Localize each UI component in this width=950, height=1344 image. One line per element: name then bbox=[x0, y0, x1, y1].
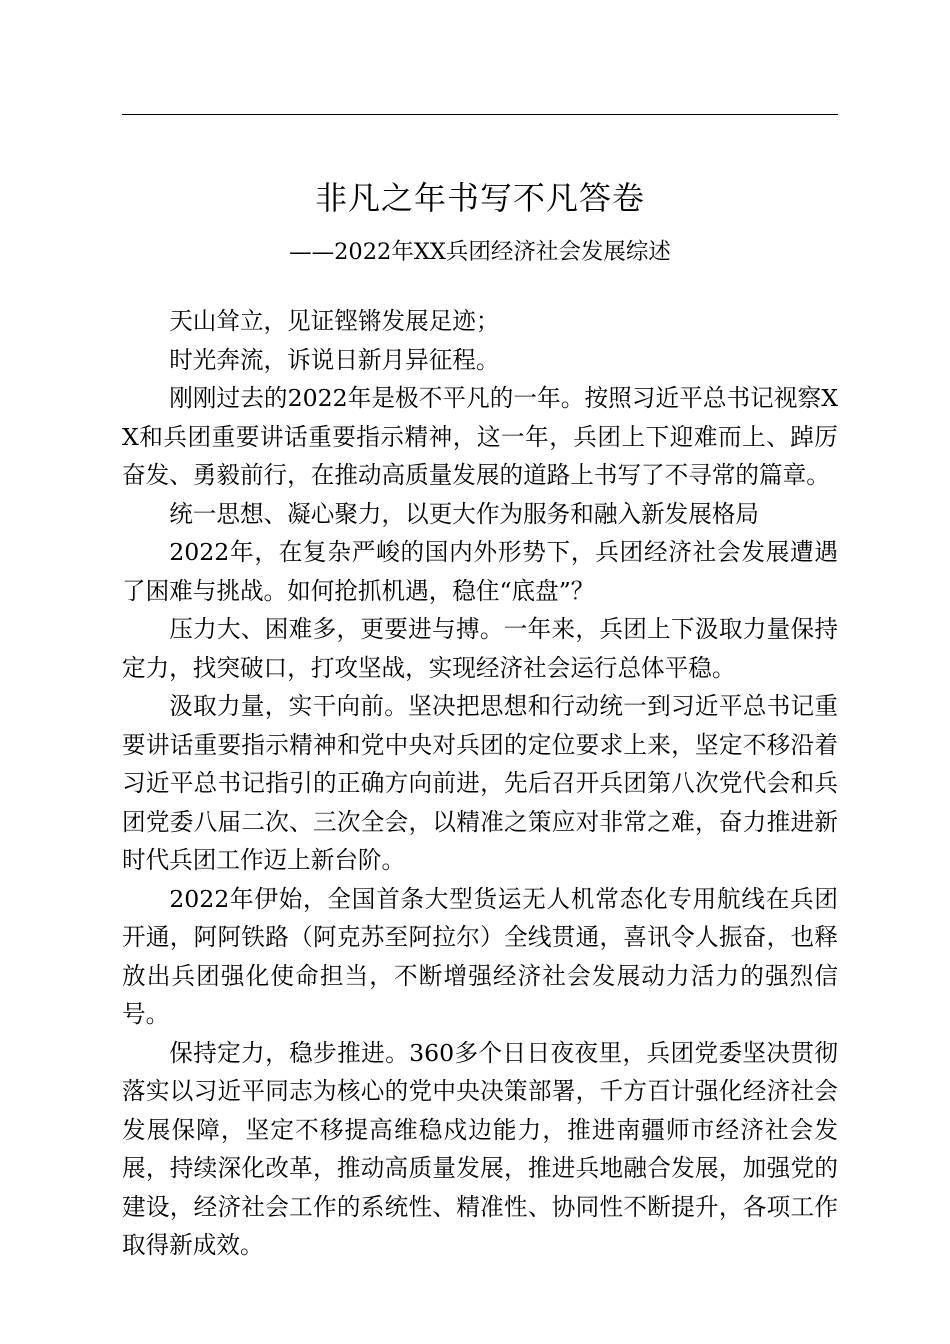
paragraph-steady: 保持定力，稳步推进。360多个日日夜夜里，兵团党委坚决贯彻落实以习近平同志为核心的党中央决策部署，千方百计强化经济社会发展保障，坚定不移提高维稳戍边能力，推进南疆师市经济社会发展，持续深化改革，推动高质量发展，推进兵地融合发展，加强党的建设，经济社会工作的系统性、精准性、协同性不断提升，各项工作取得新成效。 bbox=[122, 1038, 838, 1259]
section-heading: 统一思想、凝心聚力，以更大作为服务和融入新发展格局 bbox=[169, 499, 760, 528]
paragraph-strength: 汲取力量，实干向前。坚决把思想和行动统一到习近平总书记重要讲话重要指示精神和党中央对兵团的定位要求上来，坚定不移沿着习近平总书记指引的正确方向前进，先后召开兵团第八次党代会和兵团党委八届二次、三次全会，以精准之策应对非常之难，奋力推进新时代兵团工作迈上新台阶。 bbox=[122, 692, 838, 874]
paragraph-verse-2: 时光奔流，诉说日新月异征程。 bbox=[169, 345, 500, 374]
paragraph-intro: 刚刚过去的2022年是极不平凡的一年。按照习近平总书记视察XX和兵团重要讲话重要指示精神，这一年，兵团上下迎难而上、踔厉奋发、勇毅前行，在推动高质量发展的道路上书写了不寻常的篇章。 bbox=[122, 384, 838, 489]
paragraph-challenges: 2022年，在复杂严峻的国内外形势下，兵团经济社会发展遭遇了困难与挑战。如何抢抓机遇，稳住“底盘”？ bbox=[122, 538, 838, 605]
document-body bbox=[122, 302, 838, 1265]
document-title: 非凡之年书写不凡答卷 bbox=[314, 179, 645, 217]
paragraph-verse-1: 天山耸立，见证铿锵发展足迹； bbox=[169, 307, 500, 335]
paragraph-beginning: 2022年伊始，全国首条大型货运无人机常态化专用航线在兵团开通，阿阿铁路（阿克苏至阿拉尔）全线贯通，喜讯令人振奋，也释放出兵团强化使命担当，不断增强经济社会发展动力活力的强烈信号。 bbox=[122, 884, 838, 1028]
paragraph-pressure: 压力大、困难多，更要进与搏。一年来，兵团上下汲取力量保持定力，找突破口，打攻坚战，实现经济社会运行总体平稳。 bbox=[122, 615, 838, 682]
header-rule bbox=[122, 114, 838, 115]
document-subtitle: ——2022年XX兵团经济社会发展综述 bbox=[289, 239, 671, 265]
